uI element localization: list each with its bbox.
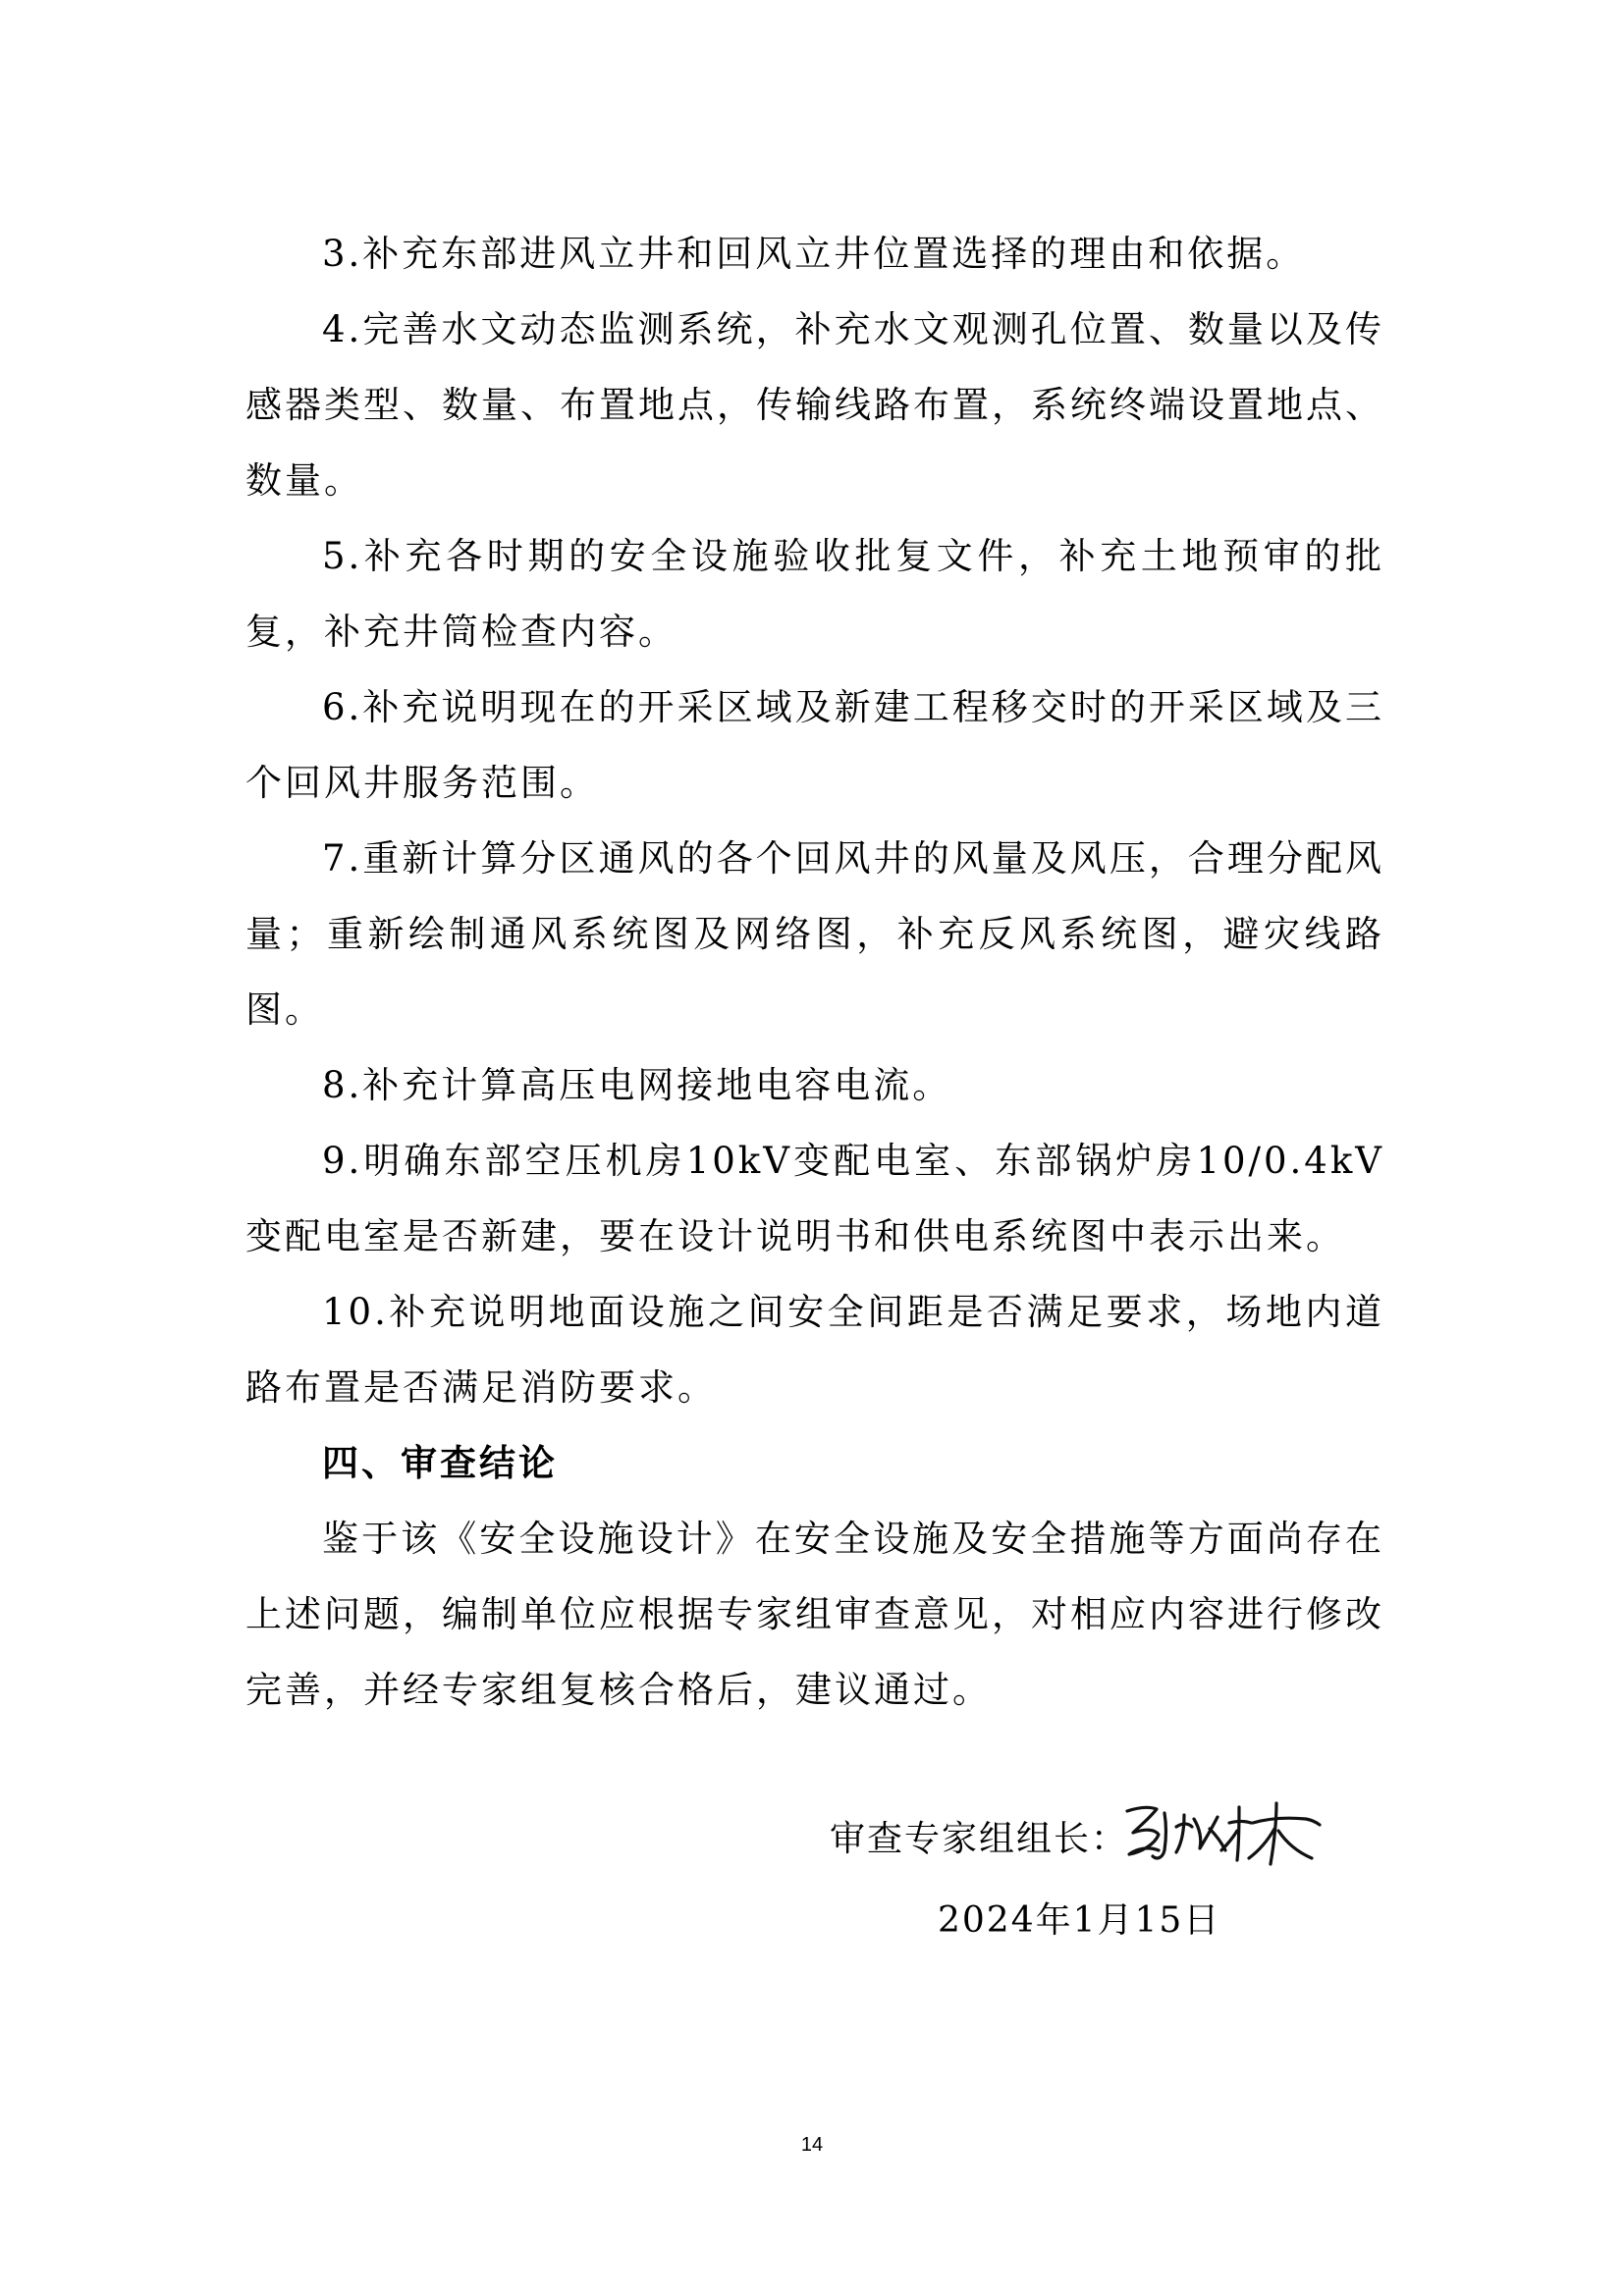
document-body xyxy=(245,216,1384,1728)
item-5: 5.补充各时期的安全设施验收批复文件，补充土地预审的批复，补充井筒检查内容。 xyxy=(245,535,1384,653)
page-number: 14 xyxy=(800,2134,824,2156)
item-8: 8.补充计算高压电网接地电容电流。 xyxy=(322,1064,952,1106)
conclusion-paragraph: 鉴于该《安全设施设计》在安全设施及安全措施等方面尚存在上述问题，编制单位应根据专家组审查意见，对相应内容进行修改完善，并经专家组复核合格后，建议通过。 xyxy=(245,1518,1384,1711)
item-9: 9.明确东部空压机房10kV变配电室、东部锅炉房10/0.4kV变配电室是否新建，要在设计说明书和供电系统图中表示出来。 xyxy=(245,1140,1384,1257)
item-3: 3.补充东部进风立井和回风立井位置选择的理由和依据。 xyxy=(322,233,1306,275)
signature-label: 审查专家组组长： xyxy=(830,1819,1129,1859)
section-heading: 四、审查结论 xyxy=(322,1442,558,1484)
item-6: 6.补充说明现在的开采区域及新建工程移交时的开采区域及三个回风井服务范围。 xyxy=(245,686,1384,804)
item-4: 4.完善水文动态监测系统，补充水文观测孔位置、数量以及传感器类型、数量、布置地点，传输线路布置，系统终端设置地点、数量。 xyxy=(245,308,1384,502)
signature-date: 2024年1月15日 xyxy=(938,1900,1221,1941)
signature-block xyxy=(830,1801,1340,1860)
item-7: 7.重新计算分区通风的各个回风井的风量及风压，合理分配风量；重新绘制通风系统图及网络图，补充反风系统图，避灾线路图。 xyxy=(245,837,1384,1031)
item-10: 10.补充说明地面设施之间安全间距是否满足要求，场地内道路布置是否满足消防要求。 xyxy=(245,1291,1384,1409)
handwritten-signature xyxy=(1119,1789,1326,1868)
